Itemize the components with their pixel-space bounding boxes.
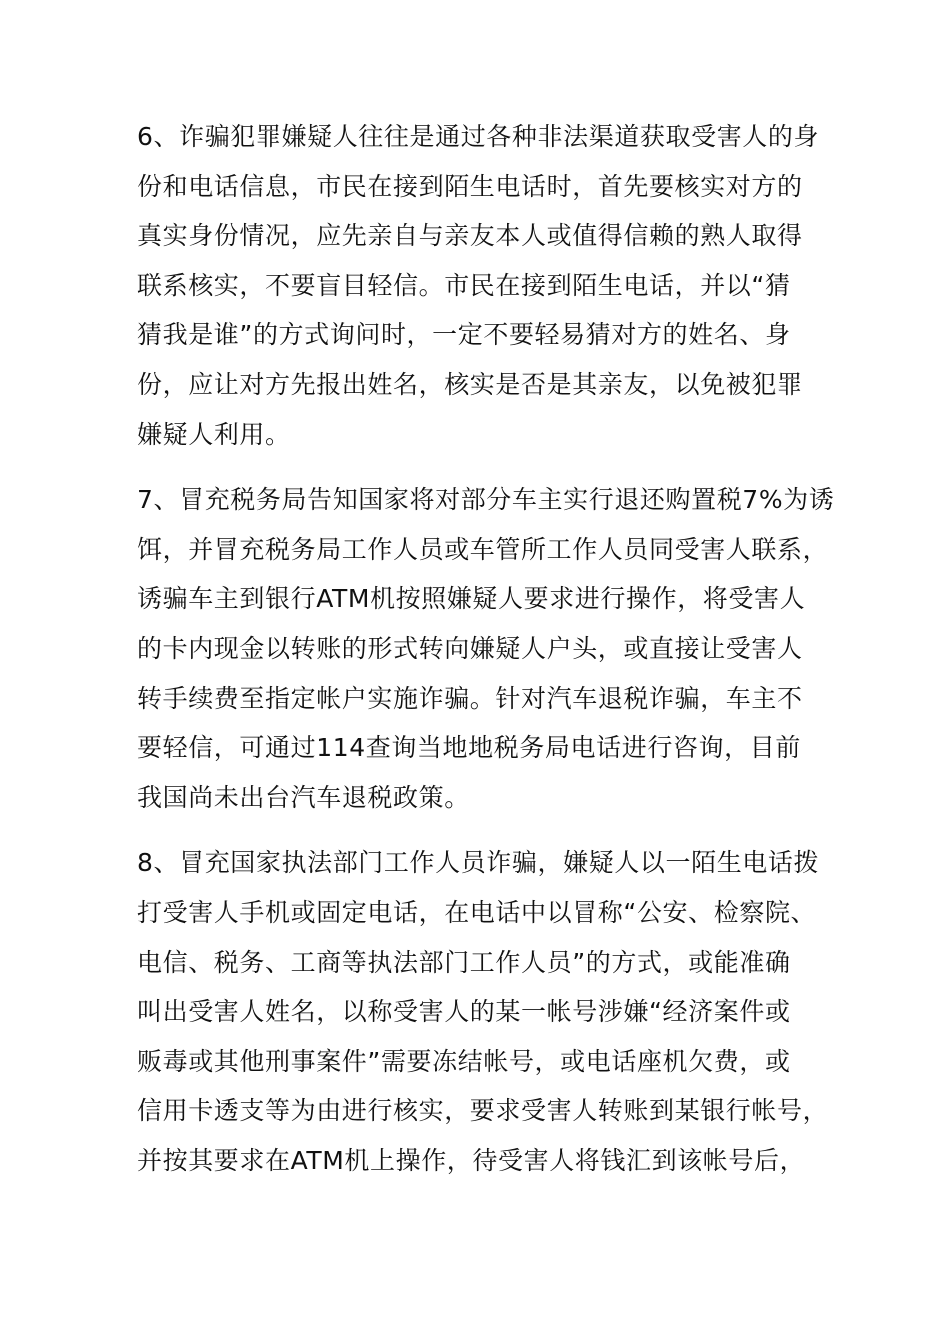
text-line: 真实身份情况，应先亲自与亲友本人或值得信赖的熟人取得 [137, 221, 803, 251]
text-line: 份，应让对方先报出姓名，核实是否是其亲友，以免被犯罪 [137, 369, 803, 399]
text-line: 诱骗车主到银行ATM机按照嫌疑人要求进行操作，将受害人 [137, 584, 806, 614]
text-line: 8、冒充国家执法部门工作人员诈骗，嫌疑人以一陌生电话拨 [137, 848, 820, 878]
document-body [137, 112, 835, 1201]
text-line: 的卡内现金以转账的形式转向嫌疑人户头，或直接让受害人 [137, 633, 803, 663]
text-line: 转手续费至指定帐户实施诈骗。针对汽车退税诈骗，车主不 [137, 683, 803, 713]
text-line: 信用卡透支等为由进行核实，要求受害人转账到某银行帐号， [137, 1096, 829, 1126]
text-line: 联系核实，不要盲目轻信。市民在接到陌生电话，并以“猜 [137, 270, 791, 300]
text-line: 电信、税务、工商等执法部门工作人员”的方式，或能准确 [137, 947, 791, 977]
paragraph-6 [137, 112, 827, 459]
text-line: 饵，并冒充税务局工作人员或车管所工作人员同受害人联系， [137, 534, 829, 564]
text-line: 叫出受害人姓名，以称受害人的某一帐号涉嫌“经济案件或 [137, 997, 791, 1027]
text-line: 贩毒或其他刑事案件”需要冻结帐号，或电话座机欠费，或 [137, 1046, 791, 1076]
text-line: 嫌疑人利用。 [137, 419, 291, 449]
text-line: 打受害人手机或固定电话，在电话中以冒称“公安、检察院、 [137, 897, 817, 927]
text-line: 我国尚未出台汽车退税政策。 [137, 782, 470, 812]
paragraph-7 [137, 475, 835, 822]
text-line: 并按其要求在ATM机上操作，待受害人将钱汇到该帐号后， [137, 1145, 806, 1175]
text-line: 猜我是谁”的方式询问时，一定不要轻易猜对方的姓名、身 [137, 320, 791, 350]
text-line: 7、冒充税务局告知国家将对部分车主实行退还购置税7%为诱 [137, 485, 835, 515]
text-line: 份和电话信息，市民在接到陌生电话时，首先要核实对方的 [137, 171, 803, 201]
paragraph-8 [137, 838, 827, 1185]
text-line: 6、诈骗犯罪嫌疑人往往是通过各种非法渠道获取受害人的身 [137, 122, 820, 151]
text-line: 要轻信，可通过114查询当地地税务局电话进行咨询，目前 [137, 733, 801, 763]
